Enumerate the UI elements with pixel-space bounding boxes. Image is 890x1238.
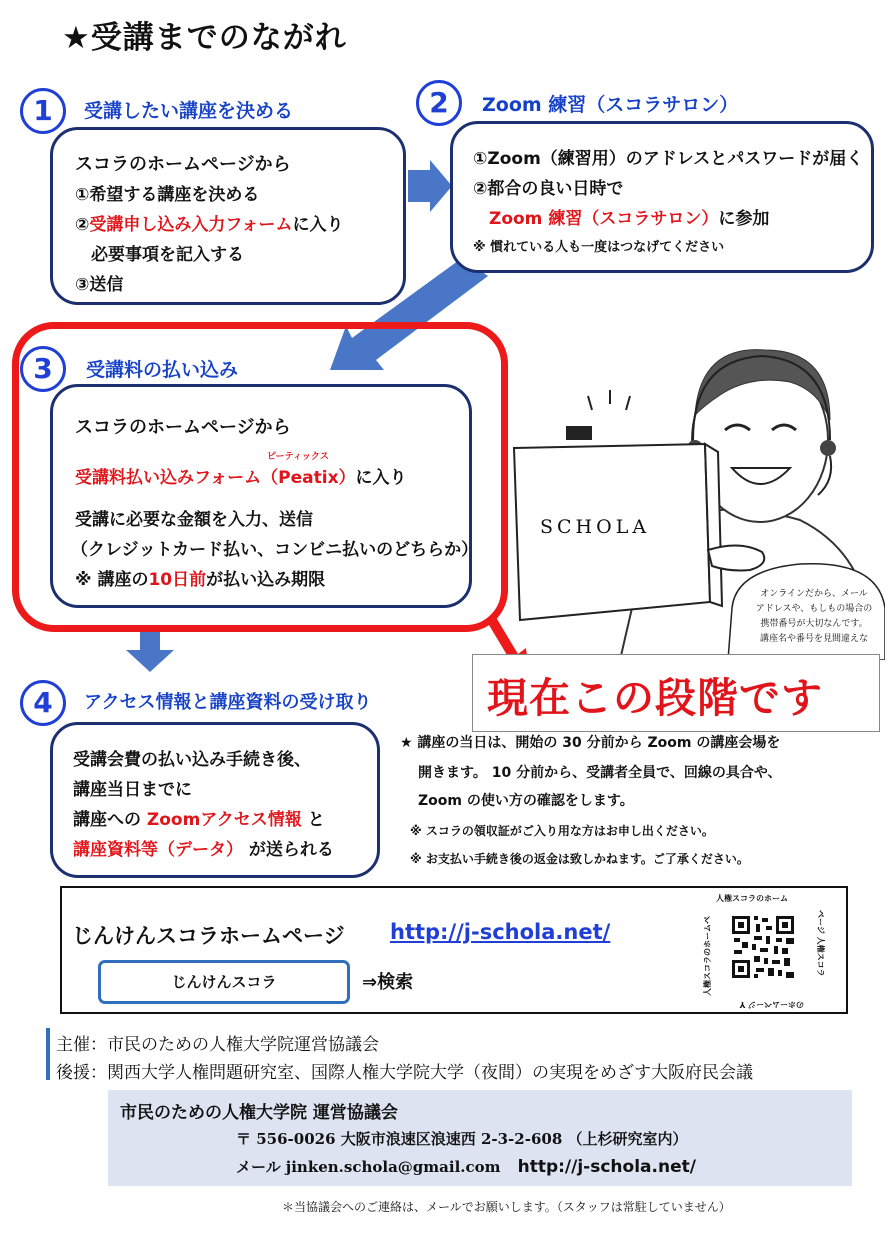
organization-website[interactable]: http://j-schola.net/ [517,1157,696,1177]
step1-line3-num: ② [75,215,90,235]
step3-box [50,384,479,608]
organization-address: 〒 556-0026 大阪市浪速区浪速西 2-3-2-608 （上杉研究室内） [236,1130,688,1148]
step1-line3 [75,210,344,235]
step3-number: 3 [20,346,66,392]
bubble-line4: 講座名や番号を見間違えな [759,634,868,644]
step2-salon: Zoom 練習（スコラサロン） [489,209,719,229]
step3-ruby: ピーティックス [267,452,329,462]
speech-bubble [740,587,888,647]
step3-peatix-form: 受講料払い込みフォーム（Peatix） [75,468,356,488]
step1-heading: 受講したい講座を決める [84,100,294,122]
qr-caption-bottom: のホームページ Y [739,1000,804,1009]
step4-line3 [73,805,325,830]
bubble-line3: 携帯番号が大切なんです。 [760,619,868,629]
step3-line4: （クレジットカード払い、コンビニ払いのどちらか） [71,540,479,560]
step3-line1: スコラのホームページから [75,417,291,438]
sponsor-accent-bar [46,1028,50,1080]
organization-box [108,1090,852,1186]
step2-line2: ②都合の良い日時で [473,179,624,199]
step1-line3-rest: に入り [292,215,344,235]
step3-form-rest: に入り [355,468,407,488]
step4-line4 [73,835,334,860]
step4-heading: アクセス情報と講座資料の受け取り [84,692,372,713]
footnote: ＊当協議会へのご連絡は、メールでお願いします。（スタッフは常駐していません） [282,1200,731,1214]
homepage-box [60,886,848,1014]
note-5: ※ お支払い手続き後の返金は致しかねます。ご了承ください。 [410,852,749,866]
step3-line5 [75,565,325,590]
step3-line5-pre: ※ 講座の [75,570,149,590]
step1-number: 1 [20,88,66,134]
qr-code-area[interactable] [703,894,825,1009]
step4-box [50,722,380,878]
step2-line1: ①Zoom（練習用）のアドレスとパスワードが届く [473,149,864,169]
support-line: 後援：関西大学人権問題研究室、国際人権大学院大学（夜間）の実現をめざす大阪府民会議 [56,1063,753,1083]
step3-line3: 受講に必要な金額を入力、送信 [75,510,313,530]
arrow-step1-to-step2 [408,160,452,212]
step3-heading: 受講料の払い込み [86,359,239,381]
step1-box [50,127,406,305]
mail-label: メール [236,1158,281,1176]
step4-number: 4 [20,680,66,726]
step1-line2: ①希望する講座を決める [75,185,260,205]
homepage-url-link[interactable]: http://j-schola.net/ [390,920,611,944]
step2-heading: Zoom 練習（スコラサロン） [482,94,739,116]
step3-line5-post: が払い込み期限 [206,570,326,590]
step2-box [450,121,874,273]
step4-line3-pre: 講座への [73,810,147,830]
current-stage-text: 現在この段階です [487,674,823,722]
step4-zoom-info: Zoomアクセス情報 [146,810,302,830]
note-1: ★ 講座の当日は、開始の 30 分前から Zoom の講座会場を [400,735,781,751]
host-line: 主催：市民のための人権大学院運営協議会 [56,1035,379,1055]
bubble-line2: アドレスや、もしもの場合の [755,604,873,614]
step3-form-line [75,463,407,488]
search-action: ⇒検索 [362,972,414,993]
homepage-label: じんけんスコラホームページ [72,924,345,948]
step2-note: ※ 慣れている人も一度はつなげてください [473,240,725,255]
step1-line5: ③送信 [75,275,124,295]
note-4: ※ スコラの領収証がご入り用な方はお申し出ください。 [410,824,714,838]
qr-caption-left: 人権スコラのホームペ [703,916,712,996]
note-3: Zoom の使い方の確認をします。 [418,793,634,809]
current-stage-box [472,654,880,732]
note-2: 開きます。 10 分前から、受講者全員で、回線の具合や、 [418,765,782,781]
step2-line3 [489,204,769,229]
qr-caption-right: ページ 人権スコラ [816,910,825,977]
organization-contact [236,1156,696,1177]
step4-line1: 受講会費の払い込み手続き後、 [73,750,311,770]
organization-name: 市民のための人権大学院 運営協議会 [120,1103,398,1123]
step4-line2: 講座当日までに [73,780,192,800]
step4-materials: 講座資料等（データ） [73,840,243,860]
step1-line1: スコラのホームページから [75,154,291,175]
monitor-label: SCHOLA [540,516,651,538]
step1-form-link: 受講申し込み入力フォーム [89,215,293,235]
step4-line4-post: が送られる [243,840,334,860]
step2-number: 2 [416,80,462,126]
organization-email[interactable]: jinken.schola@gmail.com [285,1158,501,1176]
step2-line3-rest: に参加 [718,209,770,229]
arrow-step3-to-step4 [126,628,174,672]
bubble-line1: オンラインだから、メール [760,589,868,599]
qr-code-icon [730,914,796,980]
page-title: ★受講までのながれ [62,20,347,56]
step4-line3-post: と [301,810,325,830]
search-term-box[interactable]: じんけんスコラ [98,960,350,1004]
step1-line4: 必要事項を記入する [91,245,244,265]
step3-deadline: 10日前 [148,570,207,590]
qr-caption-top: 人権スコラのホーム [716,894,788,903]
